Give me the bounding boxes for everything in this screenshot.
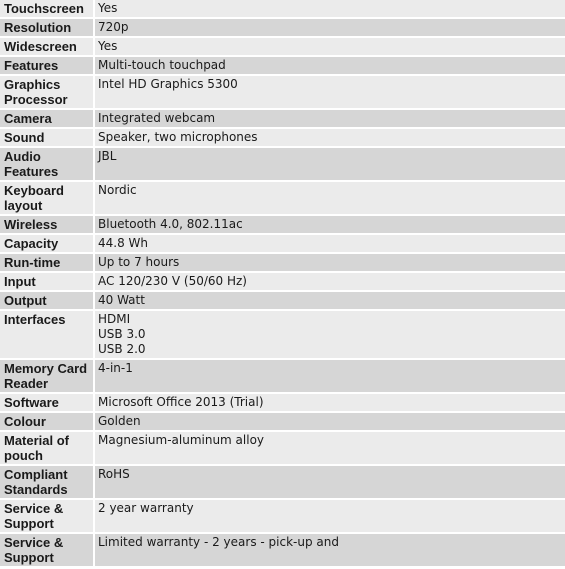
- spec-value-line: 4-in-1: [98, 361, 133, 375]
- spec-row: [0, 394, 565, 411]
- spec-label: Audio Features: [0, 148, 93, 180]
- spec-row: [0, 182, 565, 214]
- spec-label: Features: [0, 57, 93, 74]
- spec-value: [95, 57, 565, 74]
- spec-label: Touchscreen: [0, 0, 93, 17]
- spec-label: Run-time: [0, 254, 93, 271]
- spec-value-line: Yes: [98, 1, 118, 15]
- spec-label: Colour: [0, 413, 93, 430]
- spec-value: [95, 500, 565, 532]
- spec-value-line: Multi-touch touchpad: [98, 58, 226, 72]
- spec-row: [0, 110, 565, 127]
- spec-row: [0, 466, 565, 498]
- spec-value: [95, 254, 565, 271]
- spec-row: [0, 534, 565, 566]
- spec-label: Material of pouch: [0, 432, 93, 464]
- spec-value: [95, 38, 565, 55]
- spec-row: [0, 413, 565, 430]
- spec-label: Software: [0, 394, 93, 411]
- spec-row: [0, 19, 565, 36]
- spec-value: [95, 76, 565, 108]
- spec-label: Sound: [0, 129, 93, 146]
- spec-value: [95, 273, 565, 290]
- spec-label: Input: [0, 273, 93, 290]
- spec-value: [95, 148, 565, 180]
- spec-value: [95, 311, 565, 358]
- spec-value-line: Microsoft Office 2013 (Trial): [98, 395, 264, 409]
- spec-row: [0, 148, 565, 180]
- spec-value: [95, 19, 565, 36]
- spec-label: Wireless: [0, 216, 93, 233]
- spec-label: Output: [0, 292, 93, 309]
- spec-value-line: 720p: [98, 20, 129, 34]
- spec-value: [95, 235, 565, 252]
- spec-row: [0, 311, 565, 358]
- spec-row: [0, 292, 565, 309]
- spec-row: [0, 216, 565, 233]
- spec-value-line: Golden: [98, 414, 141, 428]
- spec-value: [95, 534, 565, 566]
- spec-value-line: Nordic: [98, 183, 137, 197]
- spec-label: Keyboard layout: [0, 182, 93, 214]
- spec-value: [95, 0, 565, 17]
- spec-label: Capacity: [0, 235, 93, 252]
- spec-row: [0, 273, 565, 290]
- spec-value-line: 40 Watt: [98, 293, 145, 307]
- spec-row: [0, 38, 565, 55]
- spec-label: Graphics Processor: [0, 76, 93, 108]
- spec-value-line: HDMI: [98, 312, 131, 326]
- spec-value-line: Intel HD Graphics 5300: [98, 77, 238, 91]
- spec-value-line: RoHS: [98, 467, 130, 481]
- spec-label: Interfaces: [0, 311, 93, 358]
- spec-label: Widescreen: [0, 38, 93, 55]
- spec-value-line: Up to 7 hours: [98, 255, 180, 269]
- spec-value: [95, 360, 565, 392]
- spec-row: [0, 500, 565, 532]
- spec-value: [95, 292, 565, 309]
- spec-label: Service & Support: [0, 500, 93, 532]
- spec-value: [95, 182, 565, 214]
- spec-value-line: JBL: [98, 149, 117, 163]
- spec-label: Service & Support: [0, 534, 93, 566]
- spec-value-line: USB 3.0: [98, 327, 146, 341]
- spec-value: [95, 216, 565, 233]
- spec-label: Resolution: [0, 19, 93, 36]
- spec-value: [95, 432, 565, 464]
- spec-value: [95, 110, 565, 127]
- spec-value: [95, 413, 565, 430]
- spec-value-line: Yes: [98, 39, 118, 53]
- spec-value: [95, 466, 565, 498]
- spec-value-line: Bluetooth 4.0, 802.11ac: [98, 217, 243, 231]
- spec-value: [95, 129, 565, 146]
- spec-label: Compliant Standards: [0, 466, 93, 498]
- spec-value-line: 2 year warranty: [98, 501, 194, 515]
- spec-row: [0, 254, 565, 271]
- spec-value-line: Integrated webcam: [98, 111, 216, 125]
- spec-value-line: USB 2.0: [98, 342, 146, 356]
- spec-row: [0, 0, 565, 17]
- spec-row: [0, 57, 565, 74]
- spec-row: [0, 235, 565, 252]
- spec-row: [0, 360, 565, 392]
- spec-value-line: Magnesium-aluminum alloy: [98, 433, 265, 447]
- spec-row: [0, 432, 565, 464]
- spec-value-line: 44.8 Wh: [98, 236, 149, 250]
- spec-value-line: Limited warranty - 2 years - pick-up and: [98, 535, 339, 549]
- spec-label: Memory Card Reader: [0, 360, 93, 392]
- spec-row: [0, 129, 565, 146]
- spec-row: [0, 76, 565, 108]
- spec-value: [95, 394, 565, 411]
- spec-label: Camera: [0, 110, 93, 127]
- spec-value-line: Speaker, two microphones: [98, 130, 258, 144]
- spec-value-line: AC 120/230 V (50/60 Hz): [98, 274, 247, 288]
